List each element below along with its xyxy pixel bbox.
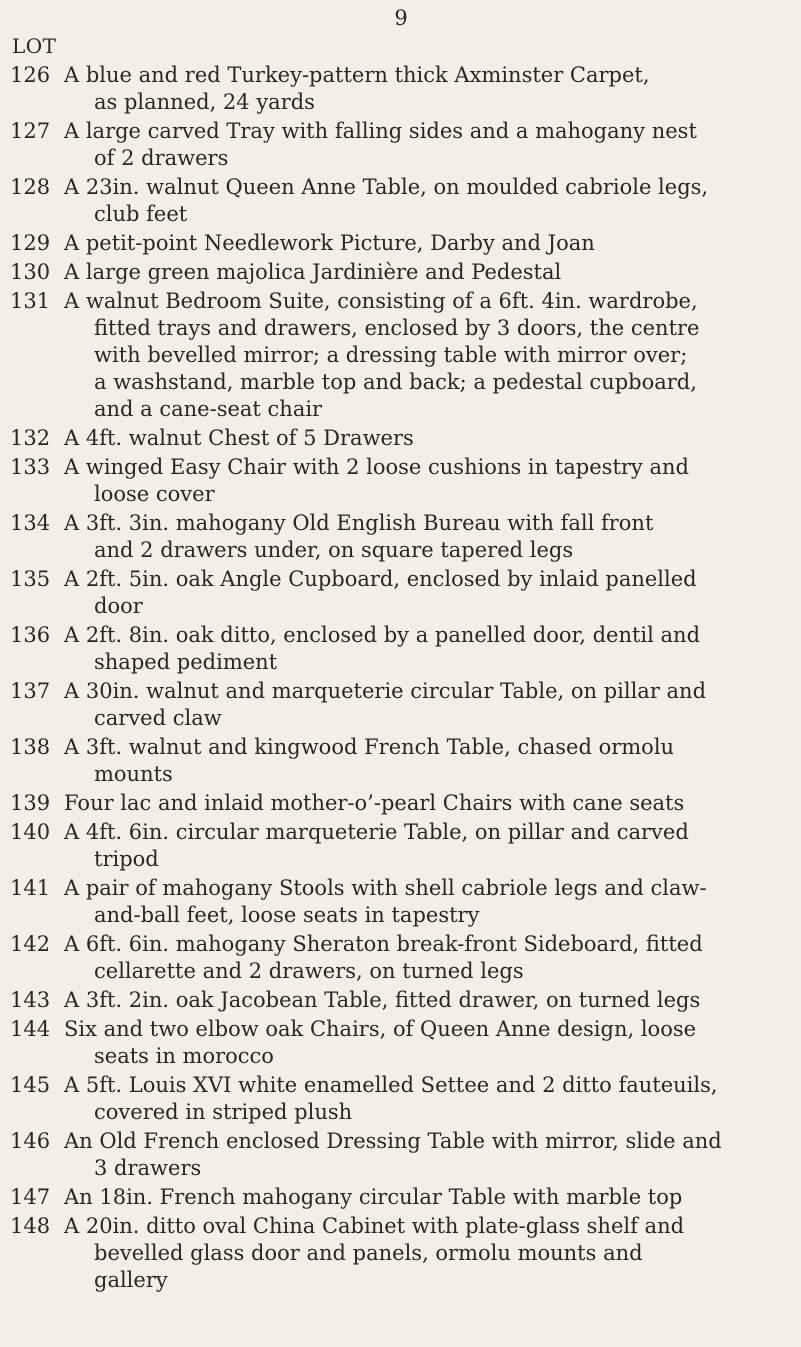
lot-description bbox=[64, 819, 704, 873]
lot-description-line: A 5ft. Louis XVI white enamelled Settee and 2 ditto fauteuils, bbox=[64, 1073, 718, 1097]
lot-number: 127 bbox=[10, 119, 51, 143]
lot-description bbox=[64, 1072, 718, 1126]
lot-description-line: of 2 drawers bbox=[94, 146, 229, 170]
lot-description bbox=[64, 425, 704, 452]
lot-description-line: carved claw bbox=[94, 706, 222, 730]
lot-entry bbox=[0, 819, 801, 873]
lot-entry bbox=[0, 987, 801, 1014]
lot-entry bbox=[0, 259, 801, 286]
lot-description-line: A 4ft. 6in. circular marqueterie Table, on pillar and carved bbox=[64, 820, 689, 844]
lot-description bbox=[64, 678, 707, 732]
lot-number: 137 bbox=[10, 679, 51, 703]
lot-description bbox=[64, 1184, 704, 1211]
lot-description bbox=[64, 622, 704, 676]
lot-description-line: gallery bbox=[94, 1268, 168, 1292]
lot-description-line: bevelled glass door and panels, ormolu mounts and bbox=[94, 1241, 643, 1265]
lot-description-line: A 2ft. 5in. oak Angle Cupboard, enclosed by inlaid panelled bbox=[64, 567, 697, 591]
lot-description bbox=[64, 566, 704, 620]
lot-number: 128 bbox=[10, 175, 51, 199]
lot-description bbox=[64, 118, 704, 172]
lot-description bbox=[64, 62, 704, 116]
lot-description-line: seats in morocco bbox=[94, 1044, 274, 1068]
lot-entry bbox=[0, 1072, 801, 1126]
lot-description-line: 3 drawers bbox=[94, 1156, 202, 1180]
lot-entry bbox=[0, 790, 801, 817]
lot-description bbox=[64, 875, 707, 929]
lot-description bbox=[64, 510, 704, 564]
lot-description bbox=[64, 259, 704, 286]
lot-description-line: A 3ft. 2in. oak Jacobean Table, fitted drawer, on turned legs bbox=[64, 988, 701, 1012]
lot-description-line: fitted trays and drawers, enclosed by 3 doors, the centre bbox=[94, 316, 700, 340]
lot-list bbox=[0, 62, 801, 1296]
lot-description-line: mounts bbox=[94, 762, 173, 786]
lot-description-line: tripod bbox=[94, 847, 159, 871]
lot-description bbox=[64, 931, 704, 985]
lot-description-line: shaped pediment bbox=[94, 650, 278, 674]
lot-description-line: A 4ft. walnut Chest of 5 Drawers bbox=[64, 426, 414, 450]
lot-description-line: A 3ft. walnut and kingwood French Table, chased ormolu bbox=[64, 735, 675, 759]
lot-description-line: covered in striped plush bbox=[94, 1100, 353, 1124]
lot-entry bbox=[0, 678, 801, 732]
lot-description-line: A 30in. walnut and marqueterie circular Table, on pillar and bbox=[64, 679, 707, 703]
lot-description bbox=[64, 174, 709, 228]
lot-description-line: and a cane-seat chair bbox=[94, 397, 323, 421]
lot-description-line: and-ball feet, loose seats in tapestry bbox=[94, 903, 480, 927]
lot-number: 132 bbox=[10, 426, 51, 450]
lot-description-line: with bevelled mirror; a dressing table with mirror over; bbox=[94, 343, 688, 367]
lot-entry bbox=[0, 566, 801, 620]
lot-description-line: An 18in. French mahogany circular Table with marble top bbox=[64, 1185, 683, 1209]
lot-description-line: as planned, 24 yards bbox=[94, 90, 315, 114]
lot-entry bbox=[0, 1213, 801, 1294]
page-number: 9 bbox=[394, 6, 408, 30]
lot-number: 135 bbox=[10, 567, 51, 591]
lot-description bbox=[64, 987, 704, 1014]
lot-description bbox=[64, 1213, 704, 1294]
lot-entry bbox=[0, 118, 801, 172]
lot-number: 148 bbox=[10, 1214, 51, 1238]
lot-entry bbox=[0, 288, 801, 423]
lot-description-line: Four lac and inlaid mother-o’-pearl Chairs with cane seats bbox=[64, 791, 685, 815]
lot-number: 142 bbox=[10, 932, 51, 956]
lot-number: 126 bbox=[10, 63, 51, 87]
lot-description-line: A large green majolica Jardinière and Pedestal bbox=[64, 260, 562, 284]
lot-description bbox=[64, 288, 704, 423]
lot-entry bbox=[0, 454, 801, 508]
lot-number: 145 bbox=[10, 1073, 51, 1097]
lot-description-line: A large carved Tray with falling sides and a mahogany nest bbox=[64, 119, 697, 143]
lot-description-line: A winged Easy Chair with 2 loose cushions in tapestry and bbox=[64, 455, 689, 479]
lot-number: 134 bbox=[10, 511, 51, 535]
lot-number: 133 bbox=[10, 455, 51, 479]
lot-entry bbox=[0, 1184, 801, 1211]
lot-description-line: door bbox=[94, 594, 143, 618]
lot-number: 129 bbox=[10, 231, 51, 255]
lot-description-line: A 2ft. 8in. oak ditto, enclosed by a panelled door, dentil and bbox=[64, 623, 701, 647]
lot-column-heading: LOT bbox=[12, 34, 57, 58]
lot-description-line: Six and two elbow oak Chairs, of Queen Anne design, loose bbox=[64, 1017, 697, 1041]
lot-description-line: club feet bbox=[94, 202, 188, 226]
lot-number: 146 bbox=[10, 1129, 51, 1153]
lot-description-line: a washstand, marble top and back; a pedestal cupboard, bbox=[94, 370, 697, 394]
lot-number: 131 bbox=[10, 289, 51, 313]
lot-description-line: A walnut Bedroom Suite, consisting of a 6ft. 4in. wardrobe, bbox=[64, 289, 698, 313]
lot-number: 143 bbox=[10, 988, 51, 1012]
lot-description-line: A pair of mahogany Stools with shell cabriole legs and claw- bbox=[64, 876, 707, 900]
lot-number: 147 bbox=[10, 1185, 51, 1209]
lot-description bbox=[64, 454, 704, 508]
lot-description bbox=[64, 734, 704, 788]
lot-entry bbox=[0, 875, 801, 929]
lot-number: 136 bbox=[10, 623, 51, 647]
lot-entry bbox=[0, 425, 801, 452]
lot-number: 139 bbox=[10, 791, 51, 815]
lot-number: 141 bbox=[10, 876, 51, 900]
lot-description-line: A 23in. walnut Queen Anne Table, on moulded cabriole legs, bbox=[64, 175, 709, 199]
lot-entry bbox=[0, 174, 801, 228]
lot-description bbox=[64, 1016, 704, 1070]
lot-entry bbox=[0, 62, 801, 116]
lot-description-line: A 20in. ditto oval China Cabinet with plate-glass shelf and bbox=[64, 1214, 685, 1238]
lot-number: 130 bbox=[10, 260, 51, 284]
lot-number: 138 bbox=[10, 735, 51, 759]
lot-description-line: and 2 drawers under, on square tapered legs bbox=[94, 538, 574, 562]
lot-description-line: loose cover bbox=[94, 482, 215, 506]
lot-entry bbox=[0, 510, 801, 564]
lot-entry bbox=[0, 1016, 801, 1070]
lot-description-line: A 6ft. 6in. mahogany Sheraton break-front Sideboard, fitted bbox=[64, 932, 703, 956]
lot-description bbox=[64, 1128, 722, 1182]
lot-description bbox=[64, 230, 704, 257]
lot-description-line: An Old French enclosed Dressing Table with mirror, slide and bbox=[64, 1129, 722, 1153]
lot-description-line: A petit-point Needlework Picture, Darby and Joan bbox=[64, 231, 595, 255]
lot-description-line: A blue and red Turkey-pattern thick Axminster Carpet, bbox=[64, 63, 650, 87]
lot-description-line: cellarette and 2 drawers, on turned legs bbox=[94, 959, 524, 983]
lot-number: 140 bbox=[10, 820, 51, 844]
lot-number: 144 bbox=[10, 1017, 51, 1041]
lot-entry bbox=[0, 230, 801, 257]
lot-entry bbox=[0, 734, 801, 788]
lot-description-line: A 3ft. 3in. mahogany Old English Bureau with fall front bbox=[64, 511, 654, 535]
lot-entry bbox=[0, 1128, 801, 1182]
lot-description bbox=[64, 790, 704, 817]
lot-entry bbox=[0, 622, 801, 676]
lot-entry bbox=[0, 931, 801, 985]
